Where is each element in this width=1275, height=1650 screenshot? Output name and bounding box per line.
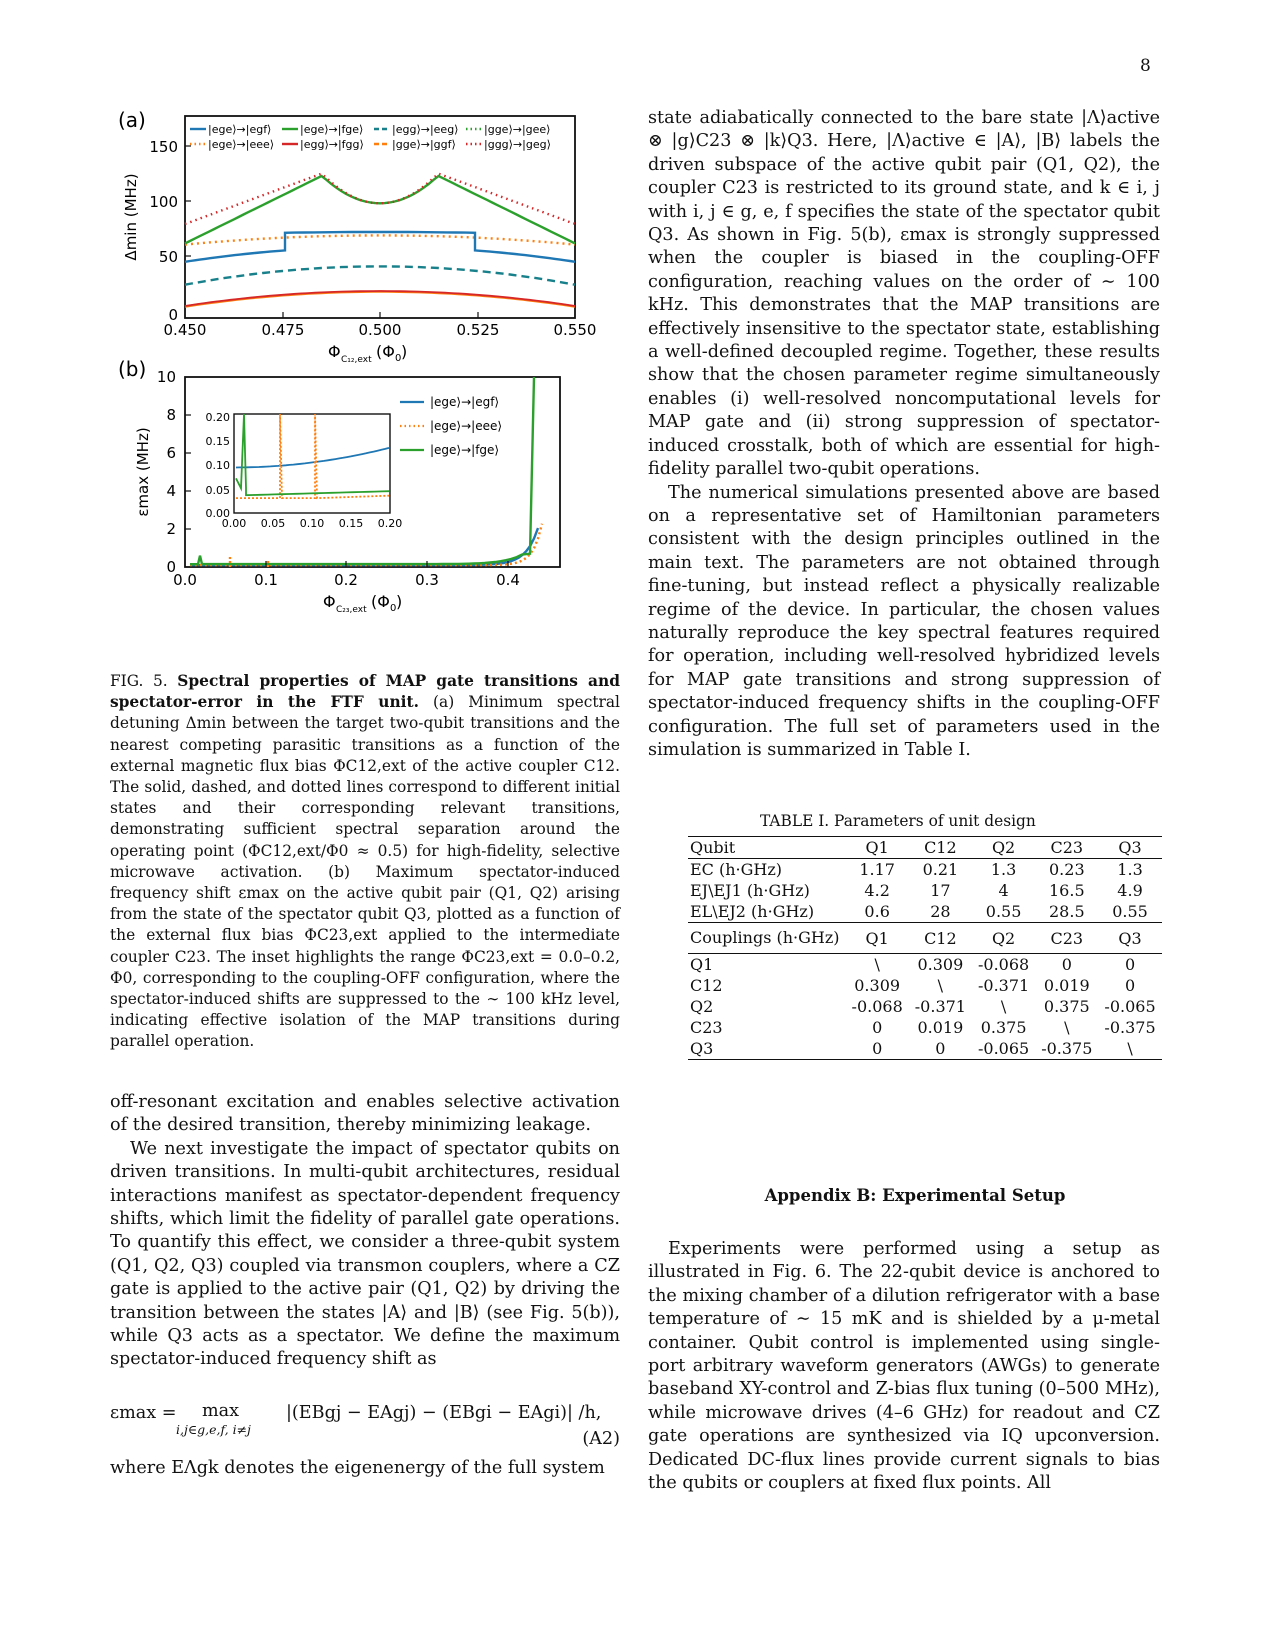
table-cell: EL\EJ2 (h·GHz) xyxy=(690,902,815,921)
th1-5: Q3 xyxy=(1098,837,1161,859)
legend-b-3: |ege⟩→|fge⟩ xyxy=(430,443,500,457)
legend-b-2: |ege⟩→|eee⟩ xyxy=(430,419,503,433)
table-cell: 28.5 xyxy=(1049,902,1085,921)
ytick-a-0: 0 xyxy=(168,306,178,324)
curve-ege-fge xyxy=(185,176,575,243)
panel-b-yticks xyxy=(157,368,176,576)
panel-b-legend xyxy=(400,395,502,457)
table-cell: \ xyxy=(1000,997,1007,1016)
curve-b-egf xyxy=(190,528,538,565)
th1-0: Qubit xyxy=(688,837,846,859)
table-caption: TABLE I. Parameters of unit design xyxy=(760,812,1036,830)
inset-ytick-2: 0.10 xyxy=(205,459,230,472)
xlabel-b-tail-sub: 0 xyxy=(390,603,397,614)
table-cell: C23 xyxy=(690,1018,723,1037)
table-cell: 1.3 xyxy=(972,859,1035,881)
table-cell: 0.6 xyxy=(864,902,890,921)
table-cell: 0.375 xyxy=(980,1018,1027,1037)
xtick-a-0: 0.450 xyxy=(163,321,207,339)
table-cell: 0 xyxy=(909,1038,972,1060)
table-cell: Q2 xyxy=(690,997,714,1016)
table-cell: \ xyxy=(937,976,944,995)
table-row xyxy=(688,1017,1162,1038)
xtick-b-2: 0.2 xyxy=(334,571,358,589)
th1-3: Q2 xyxy=(972,837,1035,859)
table-row xyxy=(688,901,1162,923)
inset-yticks xyxy=(206,411,231,520)
parameters-table xyxy=(688,836,1162,1060)
legend-a-1: |ege⟩→|egf⟩ xyxy=(208,123,272,136)
table-cell: \ xyxy=(1098,1038,1161,1060)
th1-2: C12 xyxy=(909,837,972,859)
table-row xyxy=(688,1038,1162,1060)
legend-b-1: |ege⟩→|egf⟩ xyxy=(430,395,500,409)
left-p2: We next investigate the impact of spectator qubits on driven transitions. In multi-qubit architectures, residual interactions manifest as spectator-dependent frequency shifts, which limit the fidelity of parallel gate operations. To quantify this effect, we consider a three-qubit system (Q1, Q2, Q3) coupled via transmon couplers, where a CZ gate is applied to the active pair (Q1, Q2) by driving the transition between the states |A⟩ and |B⟩ (see Fig. 5(b)), while Q3 acts as a spectator. We define the maximum spectator-induced frequency shift as xyxy=(110,1138,620,1370)
eq-max: max xyxy=(202,1401,240,1421)
ytick-b-6: 6 xyxy=(166,444,176,462)
panel-a-yticks xyxy=(149,138,178,324)
table-cell: -0.371 xyxy=(914,997,966,1016)
legend-a-7: |gge⟩→|ggf⟩ xyxy=(392,138,456,151)
panel-b-xticks xyxy=(173,571,520,589)
xlabel-a-phi: Φ xyxy=(328,342,341,361)
left-p3: where EΛgk denotes the eigenenergy of the full system xyxy=(110,1458,605,1478)
legend-a-3: |egg⟩→|eeg⟩ xyxy=(392,123,459,136)
table-cell: \ xyxy=(1064,1018,1070,1037)
curve-egg-eeg xyxy=(185,266,575,284)
curve-ggg-geg xyxy=(185,174,575,224)
table-cell: -0.375 xyxy=(1035,1038,1098,1060)
equation-a2 xyxy=(110,1401,620,1453)
right-column-appendix xyxy=(648,1238,1160,1495)
inset-ytick-3: 0.15 xyxy=(205,435,230,448)
table-cell: EC (h·GHz) xyxy=(688,859,846,881)
xlabel-b-phi: Φ xyxy=(323,592,336,611)
table-cell: 0.019 xyxy=(917,1018,964,1037)
table-cell: 0.21 xyxy=(909,859,972,881)
table-cell: \ xyxy=(846,954,909,976)
th2-0: Couplings (h·GHz) xyxy=(688,923,846,954)
table-cell: 4 xyxy=(998,881,1009,900)
table-cell: 17 xyxy=(930,881,951,900)
table-cell: -0.371 xyxy=(977,976,1030,995)
th2-3: Q2 xyxy=(972,923,1035,954)
right-column xyxy=(648,107,1160,762)
table-cell: -0.065 xyxy=(972,1038,1035,1060)
left-column-tail xyxy=(110,1457,620,1480)
inset-xtick-2: 0.10 xyxy=(299,517,325,530)
table-cell: C12 xyxy=(690,976,723,995)
xtick-b-1: 0.1 xyxy=(254,571,278,589)
caption-label: FIG. 5. xyxy=(110,672,168,690)
th2-4: C23 xyxy=(1035,923,1098,954)
legend-a-8: |ggg⟩→|geg⟩ xyxy=(484,138,551,151)
caption-body: (a) Minimum spectral detuning Δmin between the target two-qubit transitions and the nearest competing parasitic transitions as a function of the external magnetic flux bias ΦC12,ext of the active coupler C12. The solid, dashed, and dotted lines correspond to different initial states and their corresponding relevant transitions, demonstrating sufficient spectral separation around the operating point (ΦC12,ext/Φ0 ≈ 0.5) for high-fidelity, selective microwave activation. (b) Maximum spectator-induced frequency shift εmax on the active qubit pair (Q1, Q2) arising from the state of the spectator qubit Q3, plotted as a function of the external flux bias ΦC23,ext applied to the intermediate coupler C23. The inset highlights the range ΦC23,ext = 0.0–0.2, Φ0, corresponding to the coupling-OFF configuration, where the spectator-induced shifts are suppressed to the ∼ 100 kHz level, indicating effective isolation of the MAP transitions during parallel operation. xyxy=(110,693,620,1051)
table-cell: Q1 xyxy=(688,954,846,976)
panel-b-label: (b) xyxy=(118,357,147,381)
right-p2: The numerical simulations presented above are based on a representative set of Hamiltonian parameters consistent with the design principles outlined in the main text. The parameters are not obtained through fine-tuning, but instead reflect a physically realizable regime of the device. In particular, the chosen values naturally reproduce the key spectral features required for operation, including well-resolved hybridized levels for MAP gate transitions and strong suppression of spectator-induced frequency shifts in the coupling-OFF configuration. The full set of parameters used in the simulation is summarized in Table I. xyxy=(648,482,1160,760)
panel-a-legend xyxy=(190,123,551,151)
th2-2: C12 xyxy=(909,923,972,954)
ytick-b-2: 2 xyxy=(166,520,176,538)
legend-a-4: |gge⟩→|gee⟩ xyxy=(484,123,551,136)
table-cell: 0 xyxy=(872,1018,883,1037)
th2-1: Q1 xyxy=(846,923,909,954)
panel-a-xticks xyxy=(164,321,597,339)
table-cell: 0.019 xyxy=(1043,976,1090,995)
xtick-a-4: 0.550 xyxy=(553,321,597,339)
curve-egg-fgg-red xyxy=(185,291,575,306)
table-cell: -0.065 xyxy=(1104,997,1156,1016)
left-column xyxy=(110,1091,620,1372)
curve-ege-eee xyxy=(185,235,575,244)
figure-5 xyxy=(110,105,620,650)
xlabel-b-close: ) xyxy=(396,592,403,611)
table-cell: 16.5 xyxy=(1049,881,1085,900)
table-cell: 0.23 xyxy=(1035,859,1098,881)
table-cell: 0.375 xyxy=(1043,997,1090,1016)
appendix-b-title: Appendix B: Experimental Setup xyxy=(764,1186,1066,1205)
ytick-b-10: 10 xyxy=(156,368,176,386)
panel-b-ylabel: εmax (MHz) xyxy=(134,427,152,517)
table-cell: 1.3 xyxy=(1098,859,1161,881)
ytick-b-8: 8 xyxy=(166,406,176,424)
table-cell: 0.55 xyxy=(1112,902,1148,921)
legend-a-6: |egg⟩→|fgg⟩ xyxy=(300,138,364,151)
table-header-2 xyxy=(688,923,1162,954)
table-cell: 4.9 xyxy=(1117,881,1143,900)
table-row xyxy=(688,880,1162,901)
panel-b-xlabel xyxy=(323,592,402,615)
table-cell: 0 xyxy=(846,1038,909,1060)
xlabel-b-tail: (Φ xyxy=(371,592,390,611)
eq-sub: i,j∈g,e,f, i≠j xyxy=(176,1422,251,1437)
ytick-a-50: 50 xyxy=(158,248,178,266)
table-row xyxy=(688,954,1162,976)
inset-xticks xyxy=(222,517,403,530)
table-cell: 28 xyxy=(930,902,951,921)
ytick-a-100: 100 xyxy=(149,193,178,211)
curve-ege-egf xyxy=(185,232,575,262)
panel-a-xlabel xyxy=(328,342,407,365)
ytick-a-150: 150 xyxy=(149,138,178,156)
table-cell: 0 xyxy=(1035,954,1098,976)
eq-number: (A2) xyxy=(582,1429,620,1449)
inset-ytick-4: 0.20 xyxy=(205,411,230,424)
xtick-b-0: 0.0 xyxy=(173,571,197,589)
xlabel-a-close: ) xyxy=(401,342,408,361)
table-cell: EJ\EJ1 (h·GHz) xyxy=(690,881,810,900)
xlabel-a-tail-sub: 0 xyxy=(395,353,402,364)
th1-1: Q1 xyxy=(846,837,909,859)
eq-lhs: εmax = xyxy=(110,1403,177,1423)
table-row xyxy=(688,859,1162,881)
inset-xtick-1: 0.05 xyxy=(260,517,286,530)
caption-title: Spectral properties of MAP gate transitions and spectator-error in the FTF unit. xyxy=(110,672,620,712)
legend-a-2: |ege⟩→|fge⟩ xyxy=(300,123,364,136)
xtick-b-4: 0.4 xyxy=(496,571,520,589)
eq-rhs: |(EBgj − EAgj) − (EBgi − EAgi)| /h, xyxy=(286,1403,602,1423)
xtick-b-3: 0.3 xyxy=(415,571,439,589)
figure-caption xyxy=(110,671,620,1053)
table-cell: 4.2 xyxy=(864,881,890,900)
table-cell: 0 xyxy=(1098,954,1161,976)
xtick-a-3: 0.525 xyxy=(456,321,500,339)
left-p1: off-resonant excitation and enables selective activation of the desired transition, thereby minimizing leakage. xyxy=(110,1092,620,1136)
table-cell: 0 xyxy=(1124,976,1136,995)
table-cell: -0.375 xyxy=(1104,1018,1156,1037)
ytick-b-0: 0 xyxy=(166,558,176,576)
inset-xtick-4: 0.20 xyxy=(377,517,403,530)
table-header-1 xyxy=(688,837,1162,859)
table-row xyxy=(688,996,1162,1017)
table-cell: 1.17 xyxy=(846,859,909,881)
table-cell: 0.55 xyxy=(985,902,1022,921)
page-number: 8 xyxy=(1140,56,1151,76)
inset-ytick-0: 0.00 xyxy=(205,507,230,520)
inset-xtick-0: 0.00 xyxy=(221,517,247,530)
inset-ytick-1: 0.05 xyxy=(205,484,230,497)
table-cell: 0.309 xyxy=(909,954,972,976)
th1-4: C23 xyxy=(1035,837,1098,859)
table-cell: -0.068 xyxy=(851,997,903,1016)
panel-a-ylabel: Δmin (MHz) xyxy=(122,173,140,261)
right-p1: state adiabatically connected to the bare state |Λ⟩active ⊗ |g⟩C23 ⊗ |k⟩Q3. Here, |Λ⟩active ∈ |A⟩, |B⟩ labels the driven subspace of the active qubit pair (Q1, Q2), the coupler C23 is restricted to its ground state, and k ∈ i, j with i, j ∈ g, e, f specifies the state of the spectator qubit Q3. As shown in Fig. 5(b), εmax is strongly suppressed when the coupler is biased in the coupling-OFF configuration, reaching values on the order of ∼ 100 kHz. This demonstrates that the MAP transitions are effectively insensitive to the spectator state, establishing a well-defined decoupled regime. Together, these results show that the chosen parameter regime simultaneously enables (i) well-resolved noncomputational levels for MAP gate and (ii) strong suppression of spectator-induced crosstalk, both of which are essential for high-fidelity parallel two-qubit operations. xyxy=(648,108,1160,480)
table-cell: 0.309 xyxy=(854,976,901,995)
table-cell: -0.068 xyxy=(972,954,1035,976)
table-cell: Q3 xyxy=(688,1038,846,1060)
th2-5: Q3 xyxy=(1098,923,1161,954)
right-p3: Experiments were performed using a setup as illustrated in Fig. 6. The 22-qubit device is anchored to the mixing chamber of a dilution refrigerator with a base temperature of ∼ 15 mK and is shielded by a μ-metal container. Qubit control is implemented using single-port arbitrary waveform generators (AWGs) to generate baseband XY-control and Z-bias flux tuning (0–500 MHz), while microwave drives (4–6 GHz) for readout and CZ gate operations are synthesized via IQ upconversion. Dedicated DC-flux lines provide current signals to bias the qubits or couplers at fixed flux points. All xyxy=(648,1239,1160,1494)
panel-a-label: (a) xyxy=(118,108,146,132)
ytick-b-4: 4 xyxy=(166,482,176,500)
inset-xtick-3: 0.15 xyxy=(338,517,364,530)
legend-a-5: |ege⟩→|eee⟩ xyxy=(208,138,275,151)
xtick-a-2: 0.500 xyxy=(358,321,402,339)
table-row xyxy=(688,975,1162,996)
xlabel-a-tail: (Φ xyxy=(376,342,395,361)
xlabel-a-sub: C₁₂,ext xyxy=(341,355,372,365)
xtick-a-1: 0.475 xyxy=(261,321,305,339)
xlabel-b-sub: C₂₃,ext xyxy=(336,605,367,615)
